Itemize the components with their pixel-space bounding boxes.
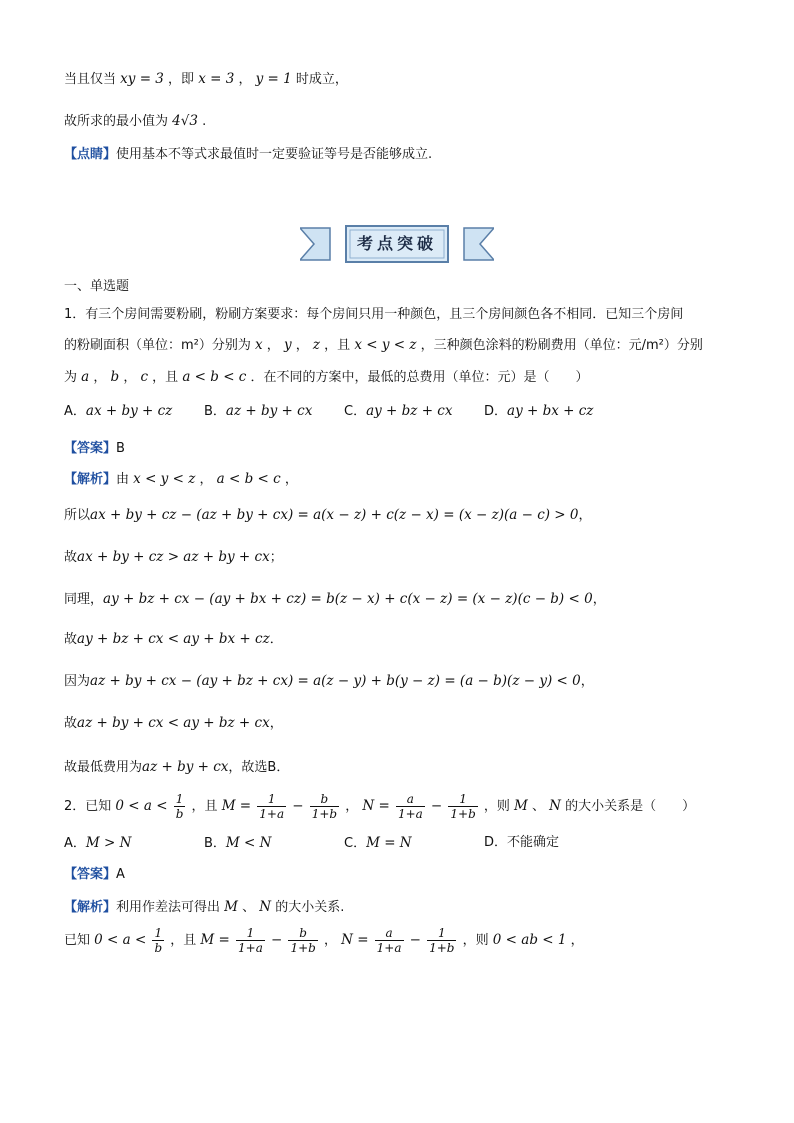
section-banner (300, 222, 494, 266)
math-expression: ay + bz + cx − (ay + bx + cz) = b(z − x) + c(x − z) = (x − z)(c − b) < 0 (103, 591, 593, 607)
math-expression: az + by + cx < ay + bz + cx (77, 715, 270, 731)
solution-step (64, 924, 584, 957)
text: . (202, 114, 207, 129)
math-expression: 4√3 (172, 113, 198, 129)
text: ， (592, 592, 606, 607)
question-1-stem: 1．有三个房间需要粉刷，粉刷方案要求：每个房间只用一种颜色，且三个房间颜色各不相同．已知三个房间 (64, 307, 684, 322)
text: ，且 (170, 933, 197, 948)
option-label: D． (484, 835, 508, 850)
text: ， (238, 72, 252, 87)
math-expression: b (110, 369, 120, 385)
math-expression: x = 3 (198, 71, 235, 87)
option-c (344, 402, 452, 421)
fraction-denominator: 1+a (238, 941, 263, 955)
math-expression: M = (200, 932, 230, 948)
option-text: 不能确定 (507, 835, 560, 850)
math-expression: N = (341, 932, 369, 948)
question-1-stem (64, 368, 589, 387)
tip-line (64, 146, 432, 164)
text: ． (269, 632, 283, 647)
text: ， (570, 933, 584, 948)
tip-tag: 【点睛】 (64, 147, 117, 162)
math-expression: M > N (85, 835, 132, 851)
solution-step (64, 758, 289, 777)
answer-line (64, 866, 125, 884)
text: ，三种颜色涂料的粉刷费用（单位：元/m²）分别 (420, 338, 703, 353)
math-expression: M < N (225, 835, 272, 851)
text: 故所求的最小值为 (64, 114, 169, 129)
math-expression: y (283, 337, 292, 353)
answer-tag: 【答案】 (64, 867, 117, 882)
math-expression: a (81, 369, 90, 385)
math-expression: az + by + cx (142, 759, 229, 775)
math-expression: ax + by + cz (85, 403, 173, 419)
option-label: A． (64, 836, 86, 851)
text-line (64, 112, 206, 131)
math-expression: a < b < c (216, 471, 281, 487)
math-expression: c (140, 369, 149, 385)
math-operator: − (270, 932, 283, 948)
text: 、 (242, 900, 256, 915)
option-a (64, 834, 131, 853)
text: ，则 (462, 933, 489, 948)
solution-step (64, 548, 283, 567)
text: 为 (64, 370, 78, 385)
text: 的大小关系是（ ） (565, 799, 696, 814)
text-line (64, 70, 348, 89)
answer-value: B (116, 441, 125, 456)
text: ，且 (324, 338, 351, 353)
option-d (484, 834, 559, 852)
text: 2．已知 (64, 799, 112, 814)
option-label: B． (204, 404, 226, 419)
fraction (174, 792, 186, 821)
answer-tag: 【答案】 (64, 441, 117, 456)
fraction-numerator: 1 (236, 926, 265, 941)
math-expression: az + by + cx − (ay + bz + cx) = a(z − y) + b(y − z) = (a − b)(z − y) < 0 (90, 673, 581, 689)
fraction-numerator: b (288, 926, 317, 941)
question-2-stem (64, 790, 695, 823)
fraction (152, 926, 164, 955)
solution-step (64, 630, 283, 649)
text: 利用作差法可得出 (116, 900, 221, 915)
option-b (204, 402, 312, 421)
math-expression: x < y < z (354, 337, 417, 353)
fraction-numerator: a (375, 926, 404, 941)
math-expression: N (549, 798, 561, 814)
option-b (204, 834, 271, 853)
option-label: D． (484, 404, 508, 419)
math-expression: M (514, 798, 528, 814)
option-d (484, 402, 593, 421)
math-expression: 0 < ab < 1 (492, 932, 567, 948)
math-expression: ay + bz + cx < ay + bx + cz (77, 631, 270, 647)
math-expression: x < y < z (133, 471, 196, 487)
text: ， (345, 799, 359, 814)
text: 当且仅当 (64, 72, 117, 87)
fraction-numerator: 1 (427, 926, 456, 941)
text: 由 (116, 472, 130, 487)
text: ， (323, 933, 337, 948)
text: 故 (64, 632, 78, 647)
fraction (310, 792, 339, 821)
fraction (427, 926, 456, 955)
math-expression: 0 < a < (115, 798, 168, 814)
math-expression: y = 1 (255, 71, 292, 87)
text: ，且 (191, 799, 218, 814)
math-expression: xy = 3 (120, 71, 164, 87)
text: 时成立， (295, 72, 348, 87)
fraction-denominator: 1+b (429, 941, 455, 955)
analysis-tag: 【解析】 (64, 900, 117, 915)
text: ， (269, 716, 283, 731)
text: 、 (532, 799, 546, 814)
fraction (257, 792, 286, 821)
text: ，则 (483, 799, 510, 814)
fraction-numerator: 1 (257, 792, 286, 807)
text: 故最低费用为 (64, 760, 143, 775)
math-expression: z (312, 337, 321, 353)
fraction (396, 792, 425, 821)
fraction (375, 926, 404, 955)
text: ， (284, 472, 298, 487)
analysis-line (64, 898, 344, 917)
math-expression: M = (221, 798, 252, 814)
math-expression: ay + bx + cz (507, 403, 594, 419)
solution-step (64, 672, 594, 691)
math-expression: N = (362, 798, 390, 814)
text: ，且 (152, 370, 179, 385)
math-expression: a < b < c (182, 369, 247, 385)
math-operator: − (409, 932, 421, 948)
tip-text: 使用基本不等式求最值时一定要验证等号是否能够成立. (116, 147, 433, 162)
text: ； (269, 550, 283, 565)
fraction (448, 792, 477, 821)
text: 同理， (64, 592, 104, 607)
text: ，即 (168, 72, 195, 87)
math-expression: az + by + cx (225, 403, 313, 419)
text: 的粉刷面积（单位：m²）分别为 (64, 338, 251, 353)
analysis-tag: 【解析】 (64, 472, 117, 487)
option-label: C． (344, 404, 367, 419)
math-operator: − (292, 798, 304, 814)
text: ， (266, 338, 280, 353)
section-title: 一、单选题 (64, 279, 130, 294)
math-expression: M = N (366, 835, 412, 851)
math-expression: N (259, 899, 272, 915)
text: ， (93, 370, 107, 385)
solution-step (64, 590, 606, 609)
fraction-numerator: b (310, 792, 339, 807)
solution-step (64, 506, 592, 525)
solution-step (64, 714, 283, 733)
fraction (236, 926, 265, 955)
fraction-numerator: a (396, 792, 425, 807)
math-expression: x (255, 337, 263, 353)
option-label: C． (344, 836, 367, 851)
analysis-line (64, 470, 298, 489)
fraction-denominator: 1+a (376, 941, 402, 955)
text: ， (199, 472, 213, 487)
text: ， (123, 370, 137, 385)
text: ．在不同的方案中，最低的总费用（单位：元）是（ ） (250, 370, 589, 385)
option-label: B． (204, 836, 226, 851)
banner-title: 考点突破 (356, 234, 437, 253)
fraction-denominator: b (154, 941, 163, 955)
option-c (344, 834, 412, 853)
math-expression: M (224, 899, 238, 915)
fraction-denominator: 1+b (311, 807, 338, 821)
fraction-denominator: 1+b (450, 807, 476, 821)
fraction-numerator: 1 (448, 792, 477, 807)
math-expression: ax + by + cz > az + by + cx (77, 549, 270, 565)
fraction-numerator: 1 (152, 926, 164, 941)
fraction-denominator: 1+a (397, 807, 423, 821)
text: 的大小关系. (275, 900, 345, 915)
math-operator: − (430, 798, 443, 814)
fraction-denominator: 1+a (259, 807, 285, 821)
math-expression: ay + bz + cx (366, 403, 453, 419)
answer-line (64, 440, 125, 458)
option-a (64, 402, 172, 421)
text: ，故选B． (228, 760, 290, 775)
math-expression: ax + by + cz − (az + by + cx) = a(x − z) + c(z − x) = (x − z)(a − c) > 0 (90, 507, 579, 523)
fraction (288, 926, 317, 955)
text: 因为 (64, 674, 91, 689)
text: ， (295, 338, 309, 353)
math-expression: 0 < a < (94, 932, 147, 948)
question-1-stem (64, 336, 703, 355)
answer-value: A (116, 867, 125, 882)
text: 已知 (64, 933, 91, 948)
fraction-denominator: b (175, 807, 184, 821)
fraction-denominator: 1+b (290, 941, 316, 955)
text: 故 (64, 716, 78, 731)
fraction-numerator: 1 (174, 792, 186, 807)
text: 所以 (64, 508, 91, 523)
text: ， (580, 674, 594, 689)
option-label: A． (64, 404, 86, 419)
text: ， (578, 508, 592, 523)
text: 故 (64, 550, 78, 565)
